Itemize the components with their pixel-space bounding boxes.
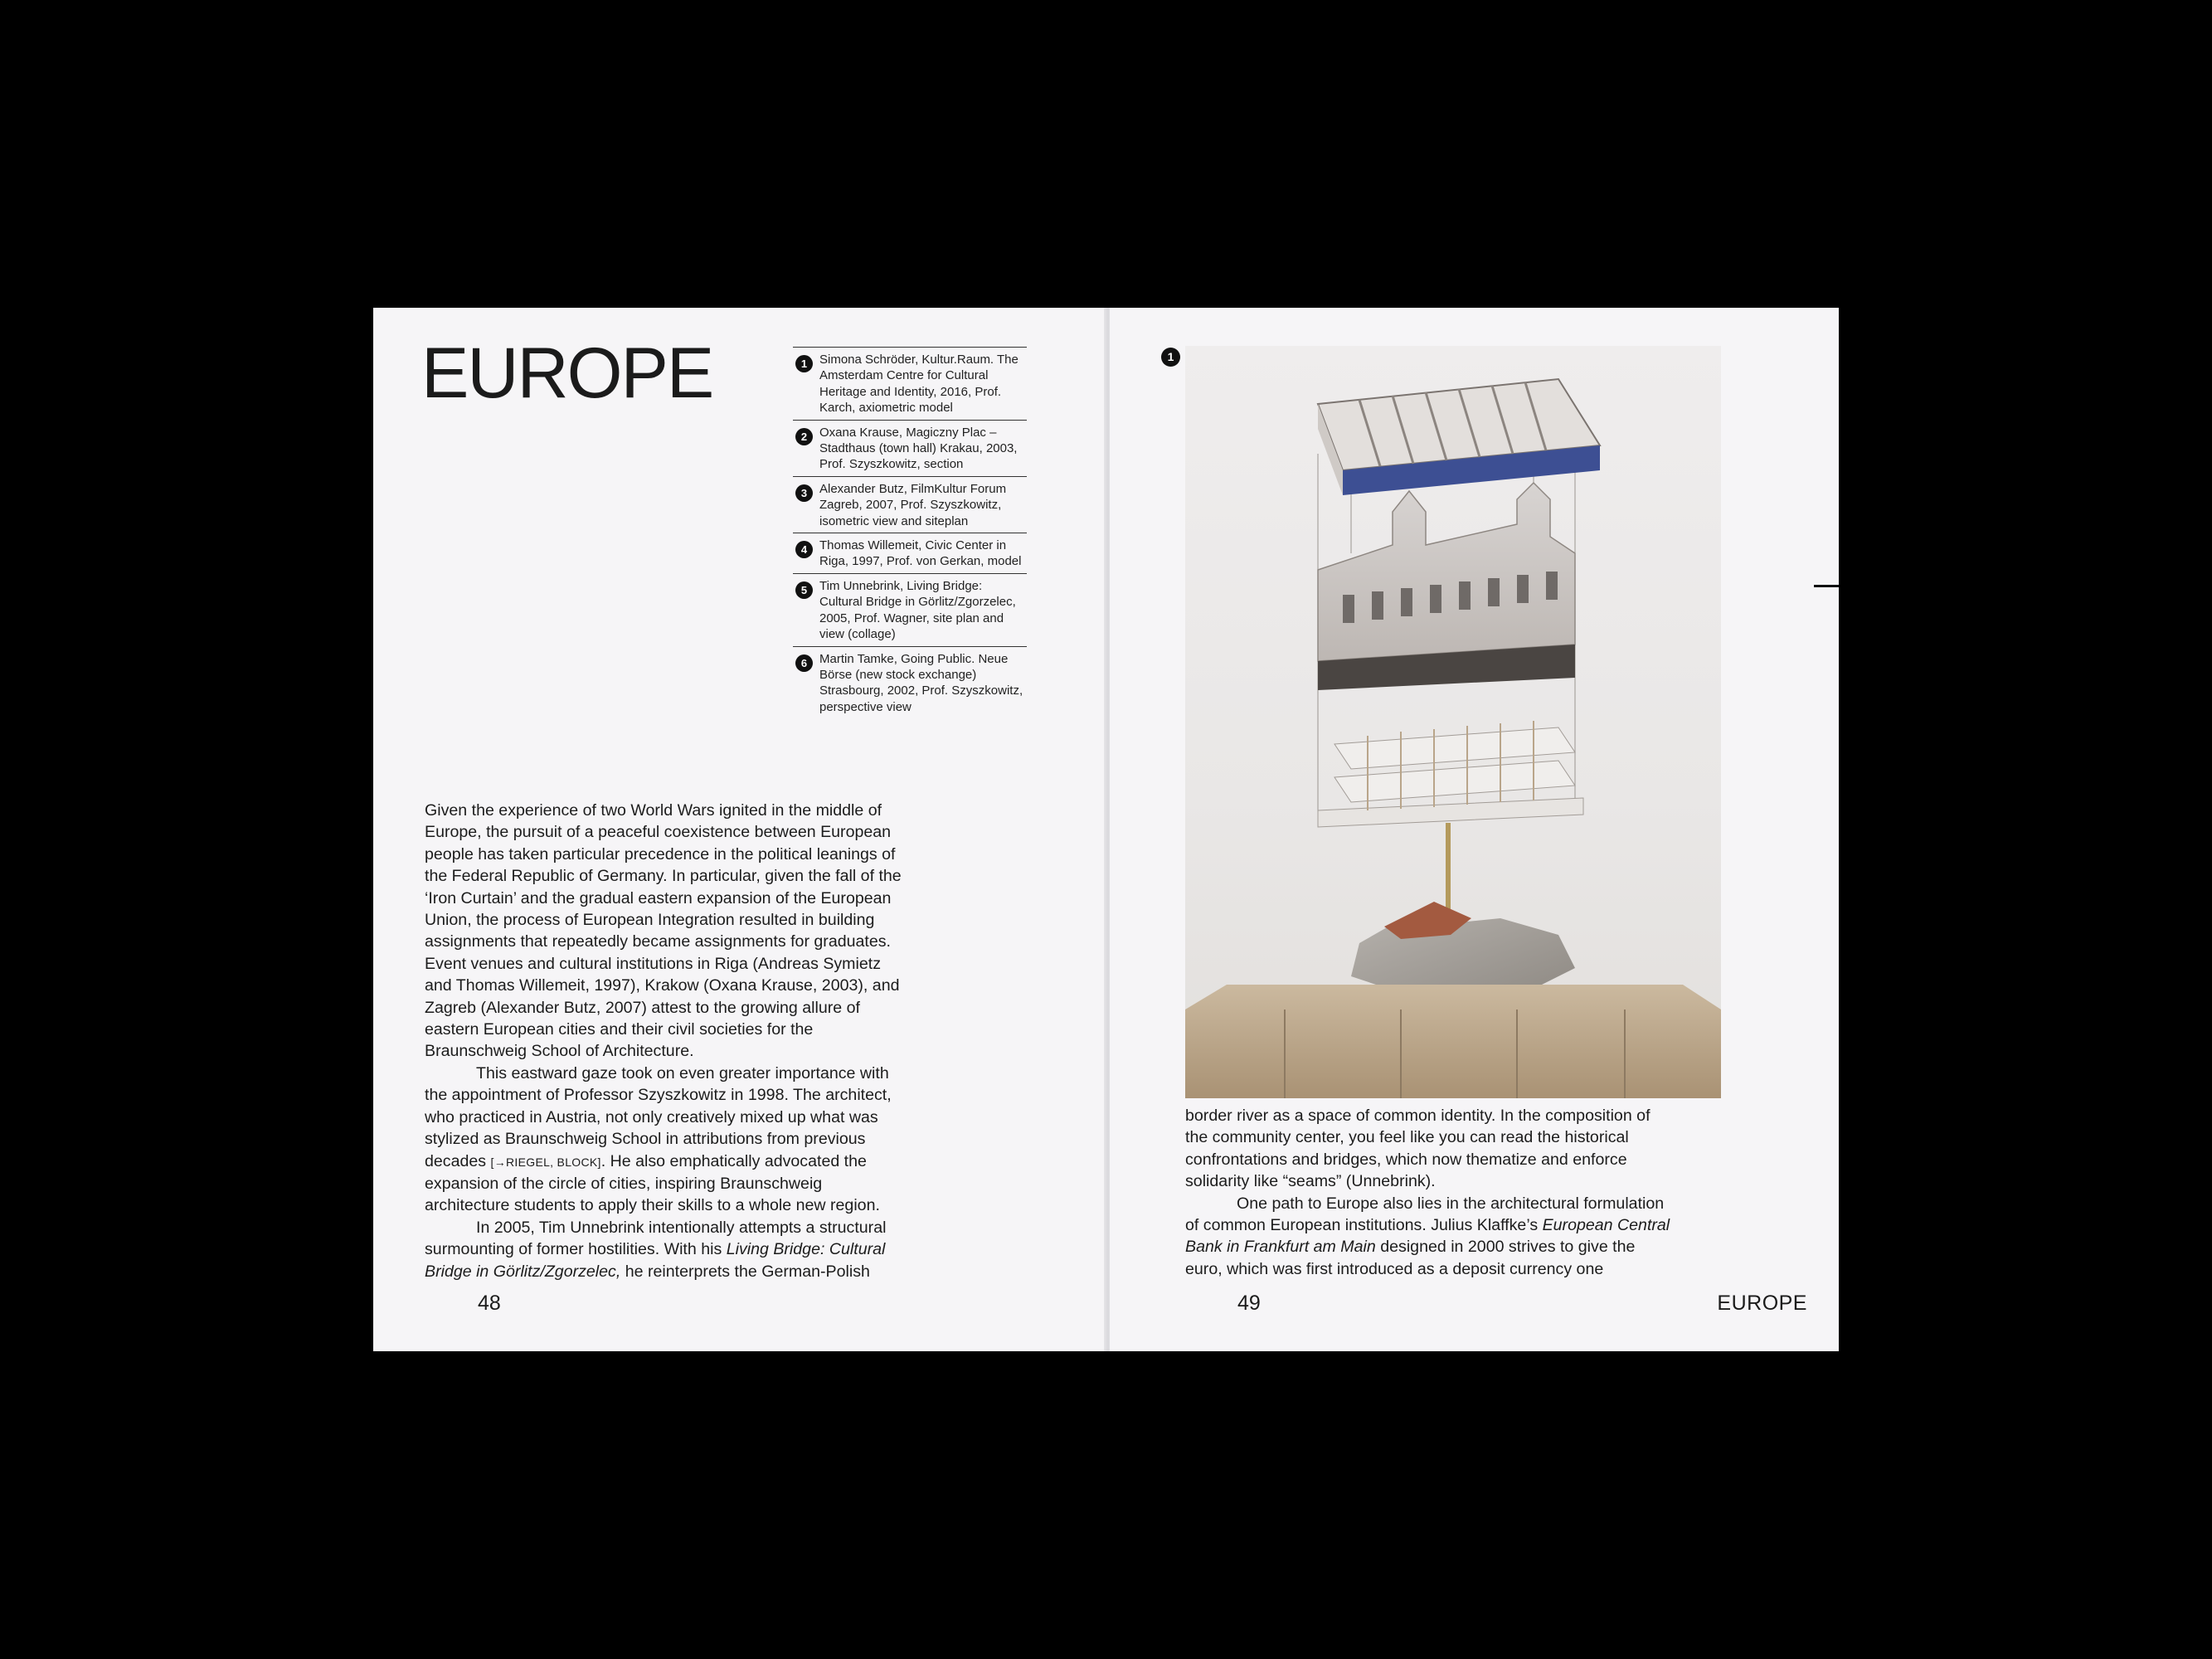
roof-module [1318, 379, 1600, 495]
figure-number-badge: 1 [1161, 348, 1180, 367]
structural-frame-module [1318, 721, 1583, 827]
body-paragraph: border river as a space of common identity. In the composition of the community center, you feel like you can read the historical confrontations and bridges, which now thematize and enforce solidarity like “seams” (Unnebrink). [1185, 1107, 1650, 1191]
caption-number-badge: 6 [795, 654, 813, 672]
caption-number-badge: 1 [795, 355, 813, 372]
figure-caption-5 [793, 573, 1027, 646]
model-photograph [1185, 346, 1721, 1098]
figure-caption-3 [793, 476, 1027, 533]
caption-text: Tim Unnebrink, Living Bridge: Cultural Bridge in Görlitz/Zgorzelec, 2005, Prof. Wagner, site plan and view (collage) [819, 578, 1016, 642]
right-page [1110, 308, 1839, 1351]
caption-number-badge: 5 [795, 581, 813, 599]
body-paragraph: Given the experience of two World Wars ignited in the middle of Europe, the pursuit of a peaceful coexistence between European people has taken particular precedence in the political leanings of the Federal Republic of Germany. In particular, given the fall of the ‘Iron Curtain’ and the gradual eastern expansion of the European Union, the process of European Integration resulted in building assignments that repeatedly became assignments for graduates. Event venues and cultural institutions in Riga (Andreas Symietz and Thomas Willemeit, 1997), Krakow (Oxana Krause, 2003), and Zagreb (Alexander Butz, 2007) attest to the growing allure of eastern European cities and their civil societies for the Braunschweig School of Architecture. [425, 801, 902, 1061]
cross-reference-link[interactable]: [→RIEGEL, BLOCK] [490, 1155, 601, 1169]
text-run: . He also emphatically advocated the expansion of the circle of cities, inspiring Braunschweig architecture students to apply their skills to a whole new region. [425, 1151, 880, 1215]
running-head: EUROPE [1717, 1292, 1807, 1315]
rock-base [1351, 902, 1575, 993]
italic-project-title: Living Bridge: Cultural Bridge in Görlitz/Zgorzelec, [425, 1240, 886, 1281]
axonometric-model-illustration [1185, 346, 1721, 1098]
facade-module [1318, 483, 1575, 690]
body-paragraph [425, 1217, 909, 1282]
text-run: This eastward gaze took on even greater importance with the appointment of Professor Szyszkowitz in 1998. The architect, who practiced in Austria, not only creatively mixed up what was stylized as Braunschweig School in attributions from previous decades [425, 1063, 892, 1170]
page-number-left: 48 [478, 1292, 501, 1315]
text-run: In 2005, Tim Unnebrink intentionally attempts a structural surmounting of former hostilities. With his [425, 1218, 887, 1259]
wooden-plinth [1185, 985, 1721, 1098]
caption-number-badge: 3 [795, 484, 813, 502]
body-paragraph [1185, 1193, 1676, 1281]
figure-caption-1 [793, 347, 1027, 420]
text-run: One path to Europe also lies in the architectural formulation of common European institutions. Julius Klaffke’s [1185, 1194, 1665, 1235]
text-run: he reinterprets the German-Polish [620, 1262, 870, 1281]
figure-caption-6 [793, 646, 1027, 719]
chapter-title: EUROPE [421, 333, 713, 413]
page-number-right: 49 [1237, 1292, 1261, 1315]
caption-text: Simona Schröder, Kultur.Raum. The Amsterdam Centre for Cultural Heritage and Identity, 2016, Prof. Karch, axiometric model [819, 353, 1018, 416]
italic-project-title: European Central Bank in Frankfurt am Main [1185, 1216, 1670, 1257]
figure-caption-2 [793, 420, 1027, 476]
figure-caption-4 [793, 533, 1027, 573]
caption-text: Oxana Krause, Magiczny Plac – Stadthaus (town hall) Krakau, 2003, Prof. Szyszkowitz, section [819, 425, 1018, 472]
left-page [373, 308, 1106, 1351]
left-body-text [425, 800, 909, 1282]
figure-caption-list [793, 347, 1027, 718]
caption-number-badge: 2 [795, 428, 813, 445]
caption-text: Alexander Butz, FilmKultur Forum Zagreb, 2007, Prof. Szyszkowitz, isometric view and siteplan [819, 481, 1007, 528]
caption-number-badge: 4 [795, 541, 813, 558]
caption-text: Thomas Willemeit, Civic Center in Riga, 1997, Prof. von Gerkan, model [819, 538, 1022, 569]
text-run: designed in 2000 strives to give the euro, which was first introduced as a deposit currency one [1185, 1238, 1636, 1278]
chapter-edge-marker [1814, 585, 1839, 587]
caption-text: Martin Tamke, Going Public. Neue Börse (new stock exchange) Strasbourg, 2002, Prof. Szyszkowitz, perspective view [819, 651, 1023, 714]
body-paragraph [425, 1063, 909, 1217]
right-body-text [1185, 1105, 1676, 1280]
